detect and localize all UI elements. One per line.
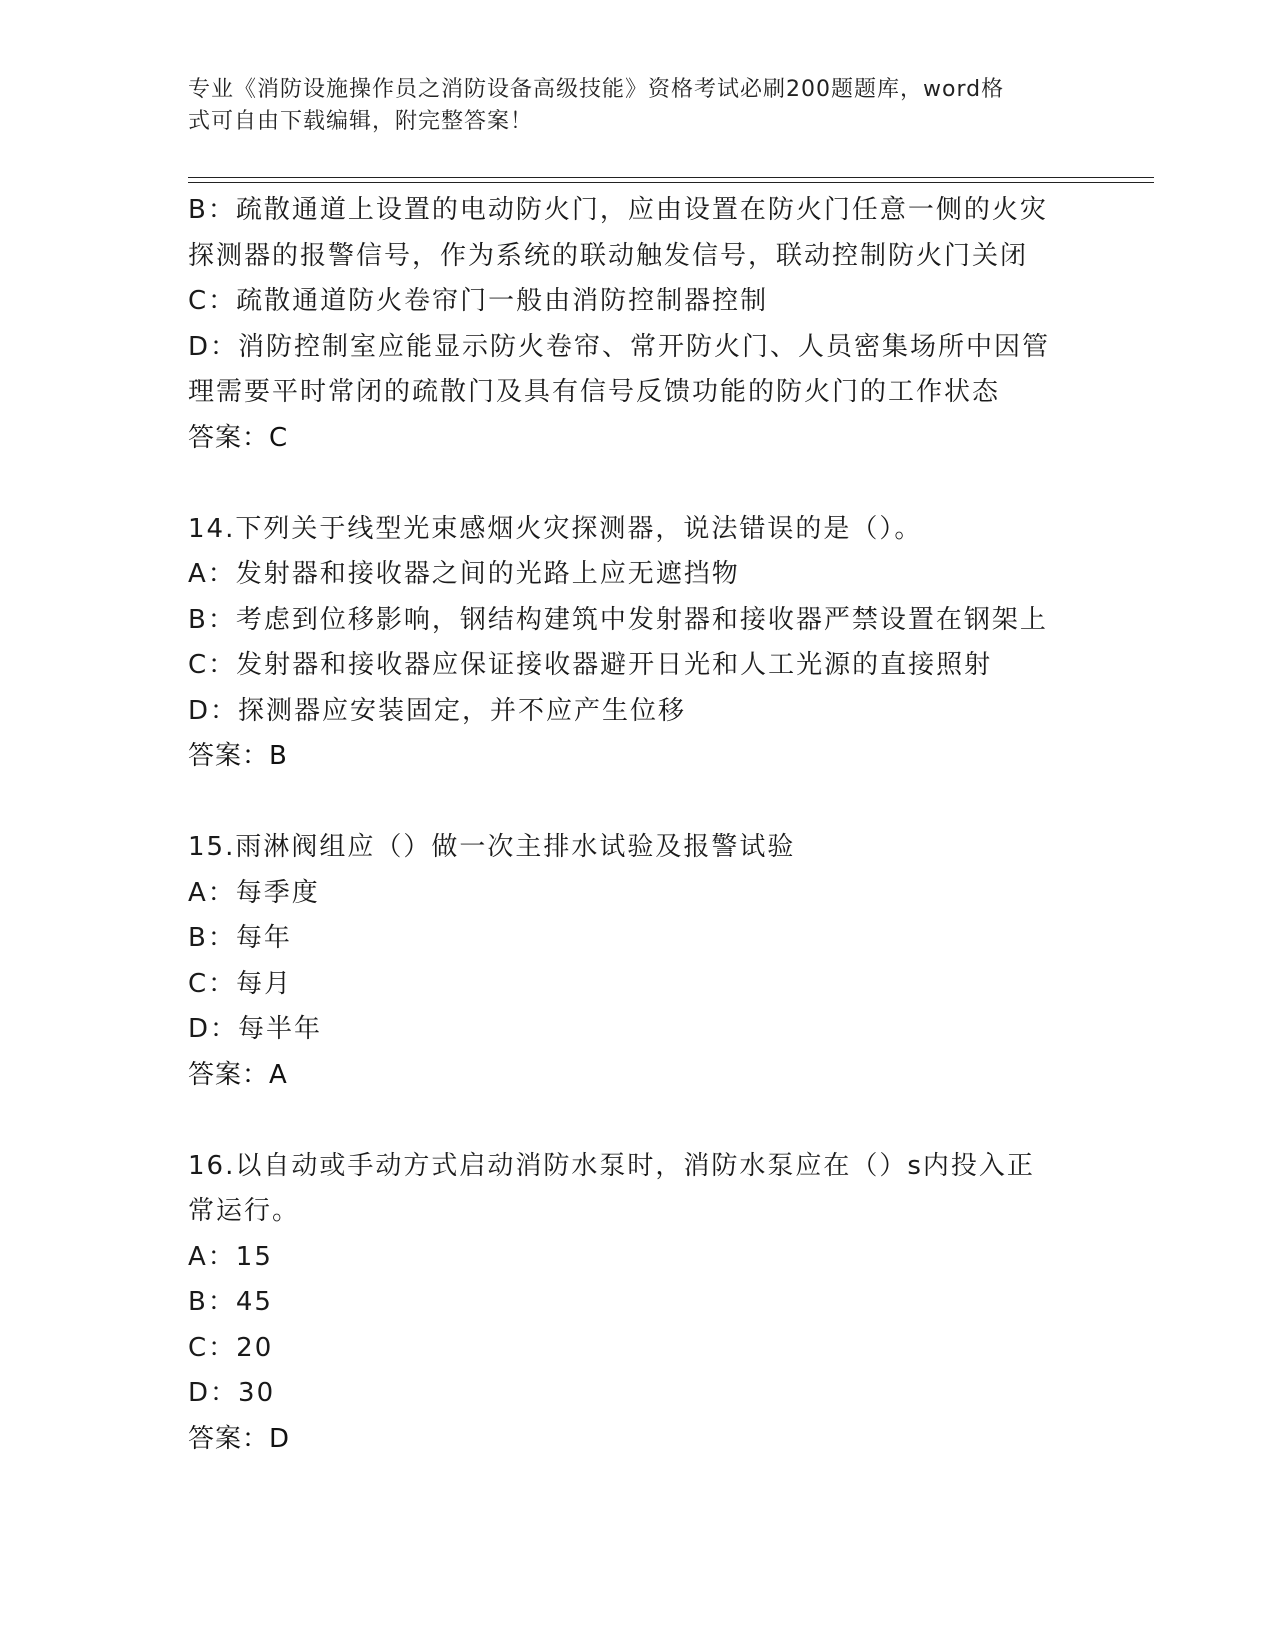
spacer — [188, 1098, 1088, 1144]
question-text: 14.下列关于线型光束感烟火灾探测器，说法错误的是（）。 — [188, 513, 923, 544]
option-c: C：疏散通道防火卷帘门一般由消防控制器控制 — [188, 286, 769, 316]
question-16 — [188, 1144, 1088, 1463]
question-list — [188, 188, 1088, 1462]
header-divider-top — [188, 177, 1154, 178]
option-b: B：每年 — [188, 923, 292, 953]
option-b: B：45 — [188, 1287, 273, 1317]
question-13-continued — [188, 188, 1088, 461]
option-c: C：每月 — [188, 968, 293, 999]
spacer — [188, 780, 1088, 826]
spacer — [188, 461, 1088, 507]
option-a: A：15 — [188, 1241, 273, 1272]
option-d: D：30 — [188, 1378, 276, 1408]
question-14 — [188, 507, 1088, 780]
option-b-line-1: B：疏散通道上设置的电动防火门，应由设置在防火门任意一侧的火灾 — [188, 195, 1048, 225]
header-line-2: 式可自由下载编辑，附完整答案！ — [188, 109, 534, 134]
document-header — [188, 74, 1068, 138]
answer: 答案：B — [188, 741, 288, 771]
question-text: 15.雨淋阀组应（）做一次主排水试验及报警试验 — [188, 832, 796, 862]
option-d: D：每半年 — [188, 1014, 323, 1044]
question-15 — [188, 825, 1088, 1098]
option-d: D：探测器应安装固定，并不应产生位移 — [188, 695, 687, 726]
answer: 答案：D — [188, 1423, 291, 1454]
question-text-line-1: 16.以自动或手动方式启动消防水泵时，消防水泵应在（）s内投入正 — [188, 1150, 1035, 1181]
option-d-line-1: D：消防控制室应能显示防火卷帘、常开防火门、人员密集场所中因管 — [188, 331, 1051, 362]
header-line-1: 专业《消防设施操作员之消防设备高级技能》资格考试必刷200题题库，word格 — [188, 77, 1005, 102]
option-c: C：20 — [188, 1332, 274, 1363]
header-divider-bottom — [188, 182, 1154, 183]
option-d-line-2: 理需要平时常闭的疏散门及具有信号反馈功能的防火门的工作状态 — [188, 377, 1001, 407]
question-text-line-2: 常运行。 — [188, 1196, 301, 1226]
option-b-line-2: 探测器的报警信号，作为系统的联动触发信号，联动控制防火门关闭 — [188, 240, 1029, 271]
option-b: B：考虑到位移影响，钢结构建筑中发射器和接收器严禁设置在钢架上 — [188, 604, 1048, 635]
option-c: C：发射器和接收器应保证接收器避开日光和人工光源的直接照射 — [188, 650, 993, 680]
option-a: A：每季度 — [188, 877, 320, 908]
answer: 答案：C — [188, 422, 289, 453]
answer: 答案：A — [188, 1059, 288, 1090]
option-a: A：发射器和接收器之间的光路上应无遮挡物 — [188, 559, 740, 589]
